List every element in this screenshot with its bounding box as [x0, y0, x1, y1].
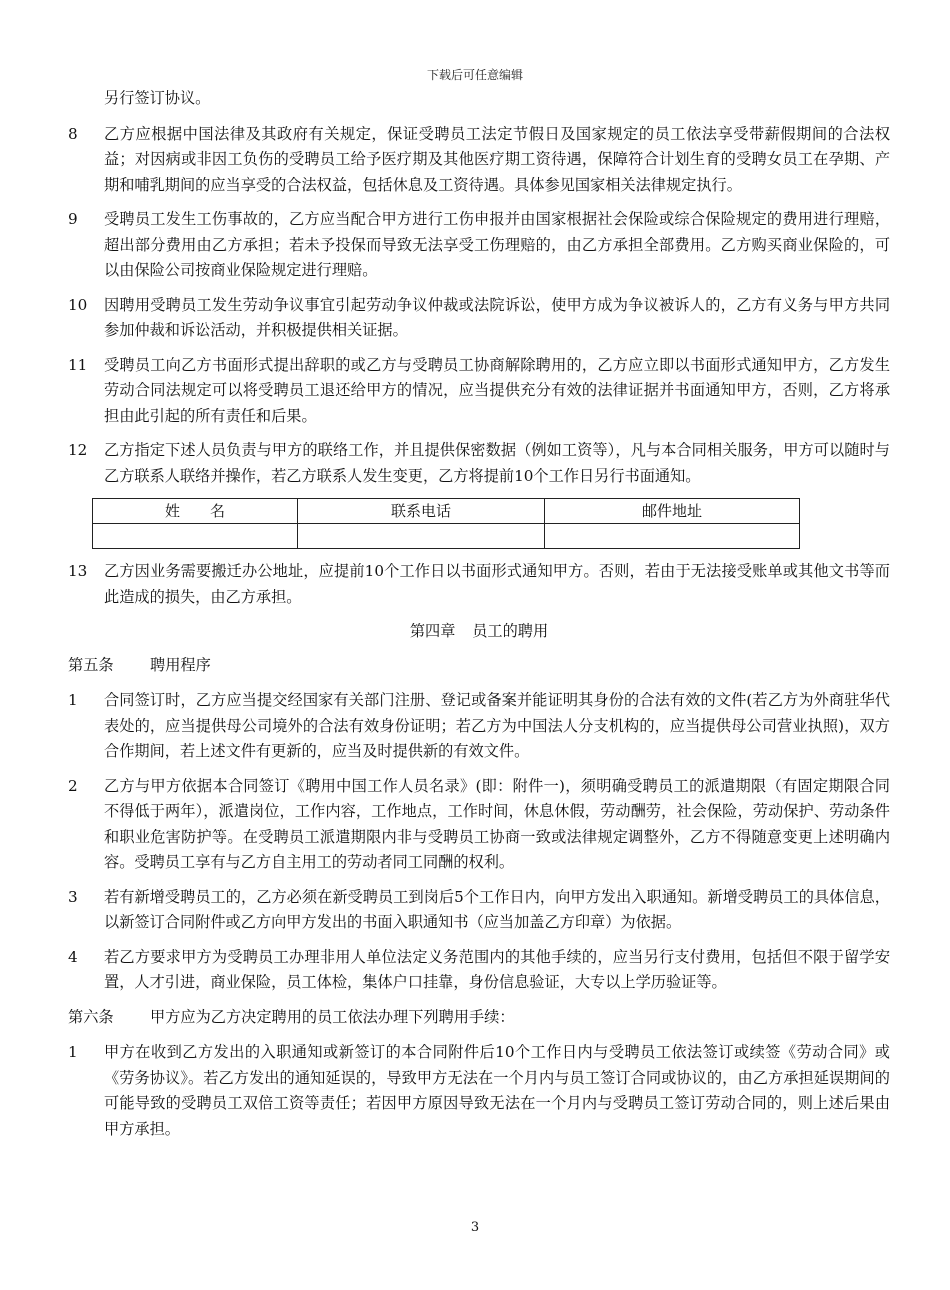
- clause-item: [68, 207, 890, 284]
- clause-item: [68, 559, 890, 610]
- clause-number: 1: [68, 691, 78, 709]
- article-label: 第五条: [68, 655, 114, 674]
- article-label: 第六条: [68, 1007, 114, 1026]
- table-row: [93, 524, 800, 549]
- clause-text: 因聘用受聘员工发生劳动争议事宜引起劳动争议仲裁或法院诉讼，使甲方成为争议被诉人的，乙方有义务与甲方共同参加仲裁和诉讼活动，并积极提供相关证据。: [104, 295, 890, 339]
- clause-item: [68, 353, 890, 430]
- page-number: 3: [470, 1220, 480, 1235]
- clause-number: 4: [68, 947, 78, 966]
- continuation-text: 另行签订协议。: [104, 89, 211, 107]
- header-cell-name: 姓 名: [93, 499, 298, 524]
- clause-text: 合同签订时，乙方应当提交经国家有关部门注册、登记或备案并能证明其身份的合法有效的文件(若乙方为外商驻华代表处的，应当提供母公司境外的合法有效身份证明；若乙方为中国法人分支机构的，应当提供母公司营业执照)，双方合作期间，若上述文件有更新的，应当及时提供新的有效文件。: [104, 691, 890, 760]
- clause-number: 10: [68, 295, 88, 314]
- header-cell-phone: 联系电话: [298, 499, 545, 524]
- article-title: 甲方应为乙方决定聘用的员工依法办理下列聘用手续：: [150, 1007, 515, 1026]
- clause-number: 1: [68, 1043, 78, 1061]
- page-header-note: 下载后可任意编辑: [426, 68, 523, 82]
- clause-item: [68, 945, 890, 996]
- header-cell-email: 邮件地址: [545, 499, 800, 524]
- table-cell: [545, 524, 800, 549]
- clause-number: 8: [68, 124, 78, 143]
- clause-item: [68, 774, 890, 876]
- clause-text: 受聘员工向乙方书面形式提出辞职的或乙方与受聘员工协商解除聘用的，乙方应立即以书面形式通知甲方，乙方发生劳动合同法规定可以将受聘员工退还给甲方的情况，应当提供充分有效的法律证据并书面通知甲方，否则，乙方将承担由此引起的所有责任和后果。: [104, 355, 890, 425]
- clause-number: 13: [68, 562, 88, 580]
- clause-number: 9: [68, 210, 78, 228]
- clause-text: 若有新增受聘员工的，乙方必须在新受聘员工到岗后5个工作日内，向甲方发出入职通知。新增受聘员工的具体信息，以新签订合同附件或乙方向甲方发出的书面入职通知书（应当加盖乙方印章）为依据。: [104, 887, 890, 931]
- chapter-heading: [68, 619, 890, 645]
- table-cell: [298, 524, 545, 549]
- article-title: 聘用程序: [150, 655, 211, 674]
- clause-number: 2: [68, 776, 78, 795]
- chapter-number: 第四章: [409, 622, 456, 640]
- clause-text: 乙方指定下述人员负责与甲方的联络工作，并且提供保密数据（例如工资等），凡与本合同相关服务，甲方可以随时与乙方联系人联络并操作，若乙方联系人发生变更，乙方将提前10个工作日另行书面通知。: [104, 441, 890, 485]
- clause-number: 12: [68, 441, 88, 459]
- clause-item: [68, 885, 890, 936]
- clause-item: [68, 293, 890, 344]
- clause-text: 乙方与甲方依据本合同签订《聘用中国工作人员名录》(即：附件一)，须明确受聘员工的派遣期限（有固定期限合同不得低于两年），派遣岗位，工作内容，工作地点，工作时间，休息休假，劳动酬劳，社会保险，劳动保护、劳动条件和职业危害防护等。在受聘员工派遣期限内非与受聘员工协商一致或法律规定调整外，乙方不得随意变更上述明确内容。受聘员工享有与乙方自主用工的劳动者同工同酬的权利。: [104, 776, 890, 871]
- clause-number: 3: [68, 887, 78, 906]
- clause-item: [68, 1040, 890, 1142]
- article-heading: [68, 1005, 890, 1031]
- clause-item: [68, 122, 890, 199]
- clause-text: 受聘员工发生工伤事故的，乙方应当配合甲方进行工伤申报并由国家根据社会保险或综合保险规定的费用进行理赔，超出部分费用由乙方承担；若未予投保而导致无法享受工伤理赔的，由乙方承担全部费用。乙方购买商业保险的，可以由保险公司按商业保险规定进行理赔。: [104, 210, 890, 279]
- clause-item: [68, 438, 890, 489]
- document-body: [68, 86, 890, 1151]
- clause-text: 乙方应根据中国法律及其政府有关规定，保证受聘员工法定节假日及国家规定的员工依法享受带薪假期间的合法权益；对因病或非因工负伤的受聘员工给予医疗期及其他医疗期工资待遇，保障符合计划生育的受聘女员工在孕期、产期和哺乳期间的应当享受的合法权益，包括休息及工资待遇。具体参见国家相关法律规定执行。: [104, 124, 890, 194]
- clause-text: 若乙方要求甲方为受聘员工办理非用人单位法定义务范围内的其他手续的，应当另行支付费用，包括但不限于留学安置，人才引进，商业保险，员工体检，集体户口挂靠，身份信息验证，大专以上学历验证等。: [104, 947, 890, 991]
- article-heading: [68, 653, 890, 679]
- clause-text: 乙方因业务需要搬迁办公地址，应提前10个工作日以书面形式通知甲方。否则，若由于无法接受账单或其他文书等而此造成的损失，由乙方承担。: [104, 562, 890, 606]
- clause-item: [68, 688, 890, 765]
- table-cell: [93, 524, 298, 549]
- table-header-row: [93, 499, 800, 524]
- clause-text: 甲方在收到乙方发出的入职通知或新签订的本合同附件后10个工作日内与受聘员工依法签订或续签《劳动合同》或《劳务协议》。若乙方发出的通知延误的，导致甲方无法在一个月内与员工签订合同或协议的，由乙方承担延误期间的可能导致的受聘员工双倍工资等责任；若因甲方原因导致无法在一个月内与受聘员工签订劳动合同的，则上述后果由甲方承担。: [104, 1043, 890, 1138]
- contact-table: [92, 498, 800, 549]
- chapter-title: 员工的聘用: [472, 622, 549, 640]
- clause-number: 11: [68, 355, 88, 374]
